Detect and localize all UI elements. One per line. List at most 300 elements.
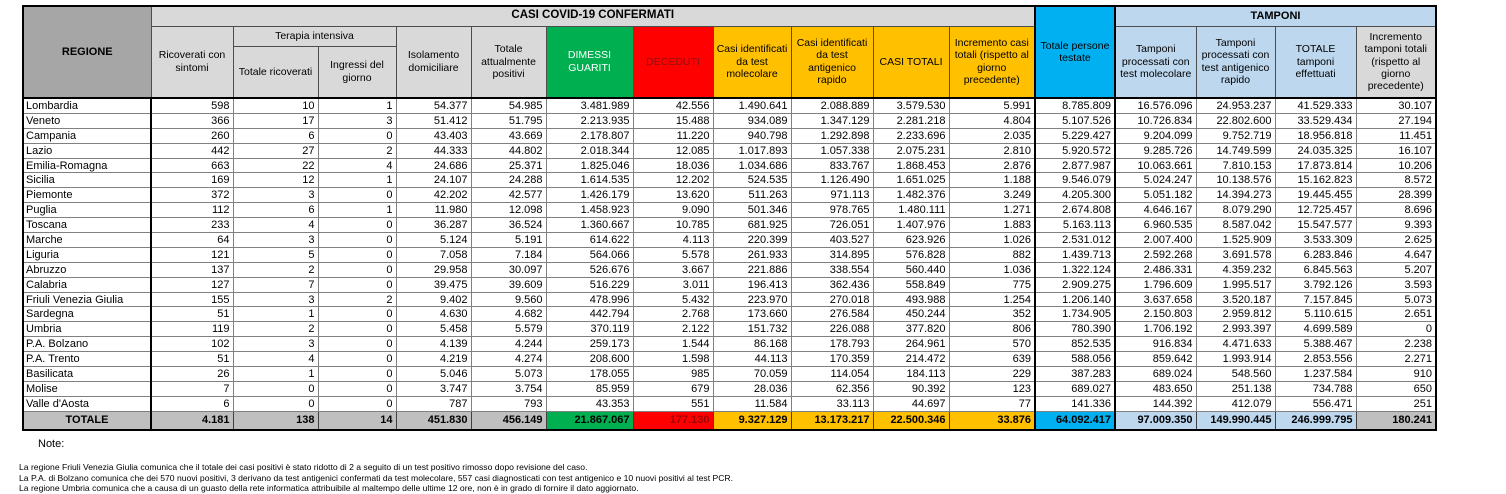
value-cell: 370.119 (546, 322, 633, 337)
value-cell: 558.849 (873, 277, 949, 292)
value-cell: 123 (949, 381, 1035, 396)
value-cell: 3.667 (633, 262, 713, 277)
value-cell: 77 (949, 396, 1035, 411)
value-cell: 30.097 (471, 262, 546, 277)
value-cell: 560.440 (873, 262, 949, 277)
header-isolamento-domiciliare: Isolamento domiciliare (396, 26, 471, 98)
value-cell: 29.958 (396, 262, 471, 277)
region-name: Marche (23, 233, 151, 248)
value-cell: 2 (233, 322, 318, 337)
value-cell: 39.609 (471, 277, 546, 292)
value-cell: 1.057.338 (791, 143, 873, 158)
table-row (23, 233, 1436, 248)
header-casi-test-antigenico: Casi identificati da test antigenico rapido (791, 26, 873, 98)
table-header (23, 6, 1436, 98)
region-name: Valle d'Aosta (23, 396, 151, 411)
value-cell: 0 (318, 307, 396, 322)
value-cell: 4.804 (949, 113, 1035, 128)
region-name: Campania (23, 128, 151, 143)
value-cell: 734.788 (1275, 381, 1356, 396)
value-cell: 220.399 (713, 233, 791, 248)
value-cell: 12.098 (471, 203, 546, 218)
value-cell: 314.895 (791, 247, 873, 262)
value-cell: 524.535 (713, 173, 791, 188)
value-cell: 5.458 (396, 322, 471, 337)
value-cell: 112 (151, 203, 233, 218)
value-cell: 4.219 (396, 352, 471, 367)
value-cell: 2.122 (633, 322, 713, 337)
value-cell: 12 (233, 173, 318, 188)
header-banner-casi-confermati: CASI COVID-19 CONFERMATI (151, 6, 1035, 26)
value-cell: 3.579.530 (873, 98, 949, 113)
value-cell: 42.556 (633, 98, 713, 113)
region-name: Piemonte (23, 188, 151, 203)
value-cell: 2.877.987 (1035, 158, 1115, 173)
value-cell: 127 (151, 277, 233, 292)
value-cell: 1.206.140 (1035, 292, 1115, 307)
value-cell: 178.055 (546, 367, 633, 382)
value-cell: 1.525.909 (1196, 233, 1275, 248)
header-terapia-totale-ricoverati: Totale ricoverati (233, 46, 318, 98)
value-cell: 14.394.273 (1196, 188, 1275, 203)
value-cell: 170.359 (791, 352, 873, 367)
total-ingressi-giorno: 14 (318, 411, 396, 430)
region-name: Emilia-Romagna (23, 158, 151, 173)
value-cell: 1.237.584 (1275, 367, 1356, 382)
value-cell: 11.451 (1356, 128, 1436, 143)
value-cell: 19.445.455 (1275, 188, 1356, 203)
value-cell: 0 (233, 396, 318, 411)
value-cell: 623.926 (873, 233, 949, 248)
value-cell: 639 (949, 352, 1035, 367)
value-cell: 8.587.042 (1196, 218, 1275, 233)
value-cell: 5.229.427 (1035, 128, 1115, 143)
total-persone-testate: 64.092.417 (1035, 411, 1115, 430)
region-name: Liguria (23, 247, 151, 262)
value-cell: 2.150.803 (1115, 307, 1196, 322)
value-cell: 450.244 (873, 307, 949, 322)
value-cell: 28.036 (713, 381, 791, 396)
table-row (23, 203, 1436, 218)
value-cell: 18.956.818 (1275, 128, 1356, 143)
value-cell: 0 (233, 381, 318, 396)
region-name: Calabria (23, 277, 151, 292)
region-name: Puglia (23, 203, 151, 218)
value-cell: 3.011 (633, 277, 713, 292)
value-cell: 9.560 (471, 292, 546, 307)
value-cell: 3.520.187 (1196, 292, 1275, 307)
value-cell: 614.622 (546, 233, 633, 248)
value-cell: 1.036 (949, 262, 1035, 277)
value-cell: 4.139 (396, 337, 471, 352)
value-cell: 43.353 (546, 396, 633, 411)
value-cell: 2.768 (633, 307, 713, 322)
value-cell: 39.475 (396, 277, 471, 292)
table-row (23, 381, 1436, 396)
value-cell: 144.392 (1115, 396, 1196, 411)
total-casi-antigenico: 13.173.217 (791, 411, 873, 430)
value-cell: 270.018 (791, 292, 873, 307)
value-cell: 2.075.231 (873, 143, 949, 158)
value-cell: 22.802.600 (1196, 113, 1275, 128)
value-cell: 7.184 (471, 247, 546, 262)
value-cell: 22 (233, 158, 318, 173)
total-isolamento: 451.830 (396, 411, 471, 430)
value-cell: 155 (151, 292, 233, 307)
value-cell: 10.785 (633, 218, 713, 233)
region-name: Sardegna (23, 307, 151, 322)
value-cell: 17 (233, 113, 318, 128)
value-cell: 2.035 (949, 128, 1035, 143)
value-cell: 0 (318, 396, 396, 411)
value-cell: 442.794 (546, 307, 633, 322)
value-cell: 2.486.331 (1115, 262, 1196, 277)
value-cell: 24.686 (396, 158, 471, 173)
region-name: Umbria (23, 322, 151, 337)
value-cell: 12.202 (633, 173, 713, 188)
value-cell: 44.113 (713, 352, 791, 367)
value-cell: 0 (318, 262, 396, 277)
value-cell: 1.439.713 (1035, 247, 1115, 262)
header-tamponi-molecolare: Tamponi processati con test molecolare (1115, 26, 1196, 98)
value-cell: 2.909.275 (1035, 277, 1115, 292)
value-cell: 598 (151, 98, 233, 113)
value-cell: 9.285.726 (1115, 143, 1196, 158)
value-cell: 137 (151, 262, 233, 277)
value-cell: 548.560 (1196, 367, 1275, 382)
value-cell: 516.229 (546, 277, 633, 292)
value-cell: 3.533.309 (1275, 233, 1356, 248)
total-dimessi-guariti: 21.867.067 (546, 411, 633, 430)
value-cell: 511.263 (713, 188, 791, 203)
value-cell: 1.271 (949, 203, 1035, 218)
value-cell: 9.204.099 (1115, 128, 1196, 143)
value-cell: 3.747 (396, 381, 471, 396)
note-line: La regione Friuli Venezia Giulia comunica che il totale dei casi positivi è stato ridotto di 2 a seguito di un test positivo rimosso dopo revisione del caso. (19, 462, 588, 472)
region-name: P.A. Trento (23, 352, 151, 367)
header-totale-tamponi: TOTALE tamponi effettuati (1275, 26, 1356, 98)
value-cell: 3 (233, 188, 318, 203)
value-cell: 5.191 (471, 233, 546, 248)
value-cell: 4.682 (471, 307, 546, 322)
header-regione: REGIONE (23, 6, 151, 98)
value-cell: 1.598 (633, 352, 713, 367)
total-tamponi-molecolare: 97.009.350 (1115, 411, 1196, 430)
value-cell: 7.157.845 (1275, 292, 1356, 307)
value-cell: 442 (151, 143, 233, 158)
header-ricoverati-con-sintomi: Ricoverati con sintomi (151, 26, 233, 98)
header-totale-attualmente-positivi: Totale attualmente positivi (471, 26, 546, 98)
value-cell: 251 (1356, 396, 1436, 411)
value-cell: 910 (1356, 367, 1436, 382)
value-cell: 5.579 (471, 322, 546, 337)
value-cell: 2.233.696 (873, 128, 949, 143)
value-cell: 526.676 (546, 262, 633, 277)
value-cell: 934.089 (713, 113, 791, 128)
header-deceduti: DECEDUTI (633, 26, 713, 98)
table-row (23, 322, 1436, 337)
value-cell: 15.162.823 (1275, 173, 1356, 188)
header-dimessi-guariti: DIMESSI GUARITI (546, 26, 633, 98)
value-cell: 0 (318, 233, 396, 248)
value-cell: 9.402 (396, 292, 471, 307)
value-cell: 1.995.517 (1196, 277, 1275, 292)
value-cell: 7.810.153 (1196, 158, 1275, 173)
value-cell: 0 (318, 352, 396, 367)
value-cell: 3.754 (471, 381, 546, 396)
region-name: Molise (23, 381, 151, 396)
value-cell: 15.547.577 (1275, 218, 1356, 233)
value-cell: 3.249 (949, 188, 1035, 203)
notes-title: Note: (38, 438, 65, 450)
value-cell: 2.178.807 (546, 128, 633, 143)
value-cell: 650 (1356, 381, 1436, 396)
value-cell: 1.482.376 (873, 188, 949, 203)
value-cell: 4.646.167 (1115, 203, 1196, 218)
value-cell: 726.051 (791, 218, 873, 233)
table-row (23, 218, 1436, 233)
value-cell: 1.734.905 (1035, 307, 1115, 322)
value-cell: 18.036 (633, 158, 713, 173)
value-cell: 70.059 (713, 367, 791, 382)
value-cell: 10.138.576 (1196, 173, 1275, 188)
value-cell: 8.696 (1356, 203, 1436, 218)
value-cell: 2.651 (1356, 307, 1436, 322)
value-cell: 9.546.079 (1035, 173, 1115, 188)
value-cell: 223.970 (713, 292, 791, 307)
value-cell: 11.584 (713, 396, 791, 411)
value-cell: 6 (233, 203, 318, 218)
region-name: Lombardia (23, 98, 151, 113)
table-row (23, 158, 1436, 173)
value-cell: 1.292.898 (791, 128, 873, 143)
region-name: P.A. Bolzano (23, 337, 151, 352)
value-cell: 2.238 (1356, 337, 1436, 352)
value-cell: 362.436 (791, 277, 873, 292)
value-cell: 1.796.609 (1115, 277, 1196, 292)
total-tamponi-effettuati: 246.999.795 (1275, 411, 1356, 430)
value-cell: 1.544 (633, 337, 713, 352)
total-tamponi-antigenico: 149.990.445 (1196, 411, 1275, 430)
value-cell: 6.283.846 (1275, 247, 1356, 262)
header-incremento-casi-totali: Incremento casi totali (rispetto al giorno precedente) (949, 26, 1035, 98)
value-cell: 689.024 (1115, 367, 1196, 382)
value-cell: 2.271 (1356, 352, 1436, 367)
value-cell: 14.749.599 (1196, 143, 1275, 158)
value-cell: 10.726.834 (1115, 113, 1196, 128)
table-row (23, 128, 1436, 143)
value-cell: 259.173 (546, 337, 633, 352)
value-cell: 2.088.889 (791, 98, 873, 113)
value-cell: 1.034.686 (713, 158, 791, 173)
value-cell: 681.925 (713, 218, 791, 233)
value-cell: 9.393 (1356, 218, 1436, 233)
value-cell: 1.407.976 (873, 218, 949, 233)
value-cell: 3 (233, 337, 318, 352)
table-row (23, 307, 1436, 322)
value-cell: 3 (233, 233, 318, 248)
covid-data-table (22, 5, 1437, 431)
value-cell: 16.576.096 (1115, 98, 1196, 113)
value-cell: 5.024.247 (1115, 173, 1196, 188)
value-cell: 24.035.325 (1275, 143, 1356, 158)
region-name: Basilicata (23, 367, 151, 382)
value-cell: 2.007.400 (1115, 233, 1196, 248)
table-row (23, 143, 1436, 158)
table-row (23, 396, 1436, 411)
value-cell: 4.205.300 (1035, 188, 1115, 203)
region-name: Toscana (23, 218, 151, 233)
value-cell: 36.287 (396, 218, 471, 233)
total-deceduti: 177.130 (633, 411, 713, 430)
value-cell: 2.853.556 (1275, 352, 1356, 367)
value-cell: 1.254 (949, 292, 1035, 307)
value-cell: 1 (233, 367, 318, 382)
value-cell: 833.767 (791, 158, 873, 173)
total-casi-totali: 22.500.346 (873, 411, 949, 430)
value-cell: 679 (633, 381, 713, 396)
table-row (23, 337, 1436, 352)
value-cell: 64 (151, 233, 233, 248)
value-cell: 141.336 (1035, 396, 1115, 411)
value-cell: 5.073 (1356, 292, 1436, 307)
value-cell: 51 (151, 307, 233, 322)
value-cell: 412.079 (1196, 396, 1275, 411)
value-cell: 1.360.667 (546, 218, 633, 233)
value-cell: 2.876 (949, 158, 1035, 173)
value-cell: 0 (318, 277, 396, 292)
value-cell: 1 (233, 307, 318, 322)
value-cell: 0 (318, 128, 396, 143)
value-cell: 806 (949, 322, 1035, 337)
value-cell: 8.572 (1356, 173, 1436, 188)
value-cell: 1.347.129 (791, 113, 873, 128)
value-cell: 264.961 (873, 337, 949, 352)
value-cell: 551 (633, 396, 713, 411)
value-cell: 570 (949, 337, 1035, 352)
value-cell: 403.527 (791, 233, 873, 248)
value-cell: 121 (151, 247, 233, 262)
value-cell: 260 (151, 128, 233, 143)
value-cell: 3 (233, 292, 318, 307)
value-cell: 9.090 (633, 203, 713, 218)
value-cell: 588.056 (1035, 352, 1115, 367)
value-cell: 1.490.641 (713, 98, 791, 113)
header-terapia-ingressi-giorno: Ingressi del giorno (318, 46, 396, 98)
value-cell: 1.825.046 (546, 158, 633, 173)
value-cell: 5.110.615 (1275, 307, 1356, 322)
value-cell: 2.592.268 (1115, 247, 1196, 262)
table-body (23, 98, 1436, 411)
value-cell: 86.168 (713, 337, 791, 352)
value-cell: 251.138 (1196, 381, 1275, 396)
value-cell: 4.274 (471, 352, 546, 367)
value-cell: 483.650 (1115, 381, 1196, 396)
value-cell: 178.793 (791, 337, 873, 352)
value-cell: 44.333 (396, 143, 471, 158)
value-cell: 1.993.914 (1196, 352, 1275, 367)
region-name: Lazio (23, 143, 151, 158)
value-cell: 102 (151, 337, 233, 352)
value-cell: 11.980 (396, 203, 471, 218)
value-cell: 229 (949, 367, 1035, 382)
value-cell: 3.637.658 (1115, 292, 1196, 307)
value-cell: 10.206 (1356, 158, 1436, 173)
value-cell: 4 (318, 158, 396, 173)
table-row (23, 247, 1436, 262)
value-cell: 33.529.434 (1275, 113, 1356, 128)
value-cell: 916.834 (1115, 337, 1196, 352)
region-name: Veneto (23, 113, 151, 128)
value-cell: 1.026 (949, 233, 1035, 248)
value-cell: 852.535 (1035, 337, 1115, 352)
value-cell: 5.991 (949, 98, 1035, 113)
region-name: Friuli Venezia Giulia (23, 292, 151, 307)
value-cell: 4.471.633 (1196, 337, 1275, 352)
value-cell: 233 (151, 218, 233, 233)
table-row (23, 188, 1436, 203)
note-line: La P.A. di Bolzano comunica che dei 570 nuovi positivi, 3 derivano da test antigenici confermati da test molecolare, 557 casi diagnosticati con test antigenico e 10 nuovi positivi al test PCR. (19, 472, 734, 483)
value-cell: 8.079.290 (1196, 203, 1275, 218)
value-cell: 9.752.719 (1196, 128, 1275, 143)
value-cell: 44.697 (873, 396, 949, 411)
header-casi-totali: CASI TOTALI (873, 26, 949, 98)
table-row (23, 292, 1436, 307)
value-cell: 478.996 (546, 292, 633, 307)
value-cell: 1.883 (949, 218, 1035, 233)
total-row (23, 411, 1436, 430)
value-cell: 6 (233, 128, 318, 143)
value-cell: 1.614.535 (546, 173, 633, 188)
value-cell: 0 (318, 247, 396, 262)
table-row (23, 262, 1436, 277)
value-cell: 2.531.012 (1035, 233, 1115, 248)
value-cell: 7.058 (396, 247, 471, 262)
value-cell: 2.993.397 (1196, 322, 1275, 337)
value-cell: 85.959 (546, 381, 633, 396)
table-row (23, 367, 1436, 382)
table-row (23, 98, 1436, 113)
value-cell: 4.630 (396, 307, 471, 322)
value-cell: 1.458.923 (546, 203, 633, 218)
value-cell: 12.725.457 (1275, 203, 1356, 218)
value-cell: 2.625 (1356, 233, 1436, 248)
value-cell: 5.051.182 (1115, 188, 1196, 203)
value-cell: 338.554 (791, 262, 873, 277)
value-cell: 387.283 (1035, 367, 1115, 382)
value-cell: 7 (151, 381, 233, 396)
value-cell: 169 (151, 173, 233, 188)
value-cell: 5.207 (1356, 262, 1436, 277)
value-cell: 5.432 (633, 292, 713, 307)
value-cell: 226.088 (791, 322, 873, 337)
table-row (23, 113, 1436, 128)
value-cell: 663 (151, 158, 233, 173)
total-terapia-intensiva: 138 (233, 411, 318, 430)
header-terapia-intensiva: Terapia intensiva (233, 26, 396, 46)
value-cell: 25.371 (471, 158, 546, 173)
value-cell: 493.988 (873, 292, 949, 307)
value-cell: 62.356 (791, 381, 873, 396)
value-cell: 4.647 (1356, 247, 1436, 262)
value-cell: 184.113 (873, 367, 949, 382)
value-cell: 882 (949, 247, 1035, 262)
value-cell: 26 (151, 367, 233, 382)
value-cell: 4.359.232 (1196, 262, 1275, 277)
value-cell: 2.213.935 (546, 113, 633, 128)
value-cell: 5.388.467 (1275, 337, 1356, 352)
value-cell: 43.403 (396, 128, 471, 143)
